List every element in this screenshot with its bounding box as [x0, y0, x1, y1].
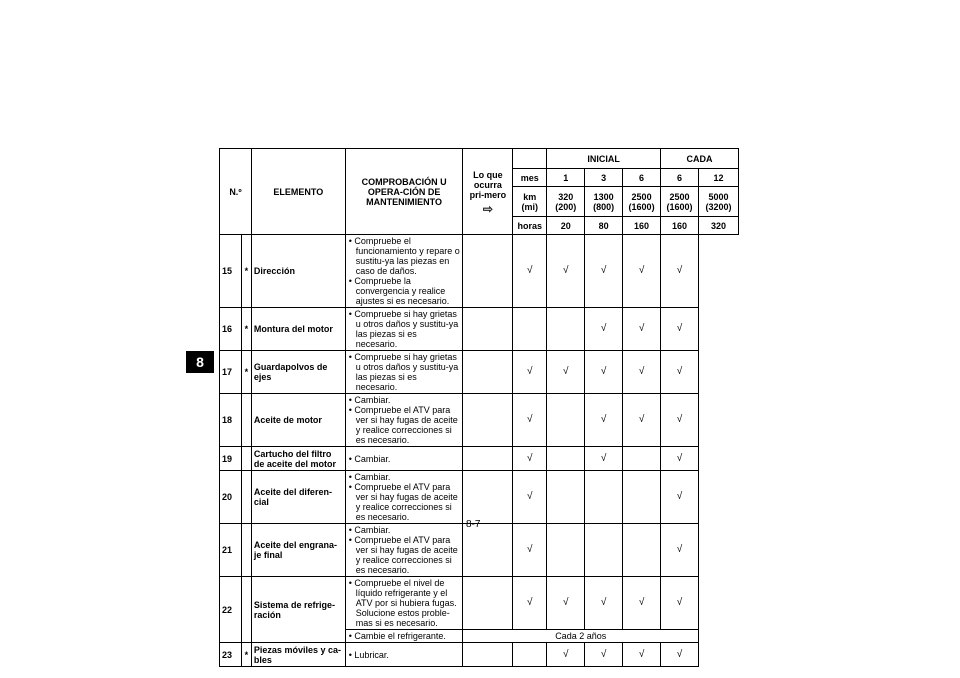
row-check: [345, 524, 463, 577]
horas-val: 160: [661, 217, 699, 235]
table-row: [220, 577, 739, 630]
check-mark: √: [547, 643, 585, 667]
check-mark: √: [513, 471, 547, 524]
check-item: • Compruebe el ATV para ver si hay fugas de aceite y realice correcciones si es necesario.: [348, 535, 461, 575]
check-mark: √: [513, 577, 547, 630]
check-mark: √: [661, 235, 699, 308]
mes-val: 12: [698, 169, 738, 187]
check-mark: √: [623, 577, 661, 630]
row-element: Cartucho del filtro de aceite del motor: [251, 447, 345, 471]
check-item: • Cambiar.: [348, 395, 461, 405]
row-check: [345, 577, 463, 630]
table-row: [220, 447, 739, 471]
row-star: [241, 447, 251, 471]
check-mark: √: [585, 308, 623, 351]
check-item: • Compruebe el funcionamiento y repare o sustitu-ya las piezas en caso de daños.: [348, 236, 461, 276]
row-element: Guardapolvos de ejes: [251, 351, 345, 394]
header-no: N.º: [220, 149, 252, 235]
check-mark: √: [547, 351, 585, 394]
check-mark: √: [585, 351, 623, 394]
km-val: 2500 (1600): [623, 187, 661, 217]
row-check: [345, 394, 463, 447]
check-mark: √: [661, 308, 699, 351]
check-mark: √: [547, 577, 585, 630]
check-mark: √: [513, 394, 547, 447]
check-item: • Compruebe el ATV para ver si hay fugas de aceite y realice correcciones si es necesario.: [348, 482, 461, 522]
check-item: • Cambie el refrigerante.: [348, 631, 461, 641]
row-star: [241, 577, 251, 643]
check-mark: √: [661, 394, 699, 447]
row-star: [241, 394, 251, 447]
row-check: [345, 235, 463, 308]
page-number: 8-7: [466, 519, 481, 530]
row-check: [345, 308, 463, 351]
check-mark: √: [513, 447, 547, 471]
row-no: 17: [220, 351, 242, 394]
km-val: 1300 (800): [585, 187, 623, 217]
row-element: Aceite de motor: [251, 394, 345, 447]
check-mark: √: [513, 235, 547, 308]
horas-val: 80: [585, 217, 623, 235]
check-mark: √: [623, 351, 661, 394]
check-item: • Compruebe el ATV para ver si hay fugas de aceite y realice correcciones si es necesario.: [348, 405, 461, 445]
row-no: 21: [220, 524, 242, 577]
row-no: 15: [220, 235, 242, 308]
check-mark: √: [661, 577, 699, 630]
row-star: [241, 524, 251, 577]
check-mark: √: [623, 394, 661, 447]
check-item: • Cambiar.: [348, 472, 461, 482]
horas-val: 20: [547, 217, 585, 235]
row-element: Sistema de refrige-ración: [251, 577, 345, 643]
check-mark: √: [585, 643, 623, 667]
check-mark: √: [623, 643, 661, 667]
header-km: km (mi): [513, 187, 547, 217]
row-no: 23: [220, 643, 242, 667]
check-mark: √: [513, 351, 547, 394]
check-item: • Cambiar.: [348, 525, 461, 535]
section-tab: 8: [186, 351, 214, 373]
check-item: • Compruebe la convergencia y realice ajustes si es necesario.: [348, 276, 461, 306]
interval-note: Cada 2 años: [463, 630, 699, 643]
horas-val: 160: [623, 217, 661, 235]
arrow-right-icon: ⇨: [482, 201, 493, 216]
header-first: [463, 149, 513, 235]
maintenance-table: [219, 148, 739, 667]
check-mark: √: [513, 524, 547, 577]
row-no: 18: [220, 394, 242, 447]
header-element: ELEMENTO: [251, 149, 345, 235]
row-star: *: [241, 643, 251, 667]
check-item: • Lubricar.: [348, 650, 461, 660]
header-first-label: Lo que ocurra pri-mero: [469, 169, 507, 200]
header-every: CADA: [661, 149, 739, 169]
row-star: *: [241, 308, 251, 351]
km-val: 2500 (1600): [661, 187, 699, 217]
mes-val: 6: [623, 169, 661, 187]
table-row: [220, 235, 739, 308]
mes-val: 6: [661, 169, 699, 187]
check-mark: √: [585, 394, 623, 447]
check-item: • Compruebe si hay grietas u otros daños y sustitu-ya las piezas si es necesario.: [348, 309, 461, 349]
header-initial: INICIAL: [547, 149, 661, 169]
row-no: 19: [220, 447, 242, 471]
check-item: • Compruebe si hay grietas u otros daños y sustitu-ya las piezas si es necesario.: [348, 352, 461, 392]
table-row: [220, 524, 739, 577]
row-no: 22: [220, 577, 242, 643]
table-row: [220, 394, 739, 447]
row-check: [345, 447, 463, 471]
check-mark: √: [661, 643, 699, 667]
row-element: Aceite del engrana-je final: [251, 524, 345, 577]
check-mark: √: [585, 577, 623, 630]
mes-val: 1: [547, 169, 585, 187]
check-mark: √: [623, 235, 661, 308]
row-star: *: [241, 235, 251, 308]
check-mark: √: [547, 235, 585, 308]
check-mark: √: [623, 308, 661, 351]
row-element: Montura del motor: [251, 308, 345, 351]
horas-val: 320: [698, 217, 738, 235]
check-mark: √: [661, 351, 699, 394]
header-mes: mes: [513, 169, 547, 187]
row-check: [345, 471, 463, 524]
table-row: [220, 471, 739, 524]
check-mark: √: [661, 471, 699, 524]
row-star: [241, 471, 251, 524]
check-mark: √: [661, 447, 699, 471]
row-no: 16: [220, 308, 242, 351]
km-val: 5000 (3200): [698, 187, 738, 217]
header-check: COMPROBACIÓN U OPERA-CIÓN DE MANTENIMIENTO: [345, 149, 463, 235]
row-check: [345, 351, 463, 394]
check-mark: √: [585, 447, 623, 471]
row-element: Aceite del diferen-cial: [251, 471, 345, 524]
mes-val: 3: [585, 169, 623, 187]
check-mark: √: [585, 235, 623, 308]
row-element: Dirección: [251, 235, 345, 308]
row-star: *: [241, 351, 251, 394]
check-item: • Compruebe el nivel de líquido refrigerante y el ATV por si hubiera fugas. Solucione estos proble-mas si es necesario.: [348, 578, 461, 628]
table-row: [220, 351, 739, 394]
check-item: • Cambiar.: [348, 454, 461, 464]
row-check: [345, 630, 463, 643]
row-no: 20: [220, 471, 242, 524]
row-element: Piezas móviles y ca-bles: [251, 643, 345, 667]
header-horas: horas: [513, 217, 547, 235]
row-check: [345, 643, 463, 667]
table-row: [220, 643, 739, 667]
table-row: [220, 308, 739, 351]
km-val: 320 (200): [547, 187, 585, 217]
check-mark: √: [661, 524, 699, 577]
